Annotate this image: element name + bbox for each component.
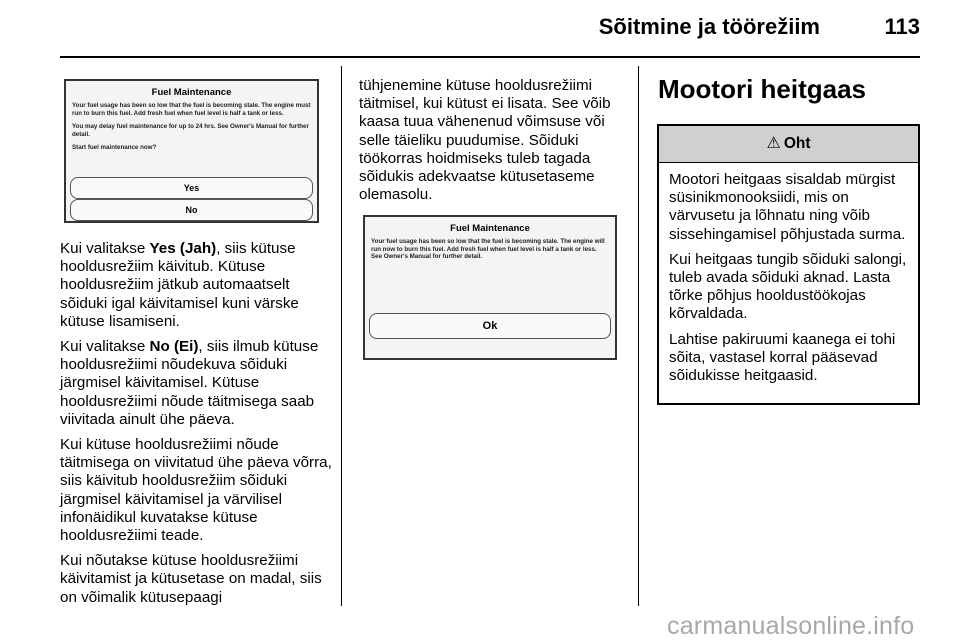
fuel-maintenance-screen-yes-no xyxy=(64,79,319,223)
screen-message-line: Start fuel maintenance now? xyxy=(72,144,157,152)
danger-warning-box xyxy=(657,124,920,405)
screen-message-line: Your fuel usage has been so low that the fuel is becoming stale. The engine will run now to burn this fuel. Add fresh fuel when fuel level is half a tank or less. See Owner's Manual for further detail. xyxy=(371,238,605,261)
column-2-text xyxy=(359,77,631,211)
column-divider-1 xyxy=(341,66,342,606)
screen-yes-button[interactable]: Yes xyxy=(70,177,313,199)
bold-term: No (Ei) xyxy=(149,338,199,356)
warning-paragraph: Mootori heitgaas sisaldab mürgist süsinikmonooksiidi, mis on värvusetu ja lõhnatu ning võib sissehingamisel põhjustada surma. xyxy=(669,171,906,243)
fuel-maintenance-screen-ok xyxy=(363,215,617,360)
warning-paragraph: Lahtise pakiruumi kaanega ei tohi sõita, vastasel korral pääsevad sõidukisse heitgaasid. xyxy=(669,330,896,385)
warning-body xyxy=(659,163,918,385)
screen-message xyxy=(66,102,317,152)
column-divider-2 xyxy=(638,66,639,606)
screen-message-line: You may delay fuel maintenance for up to 24 hrs. See Owner's Manual for further detail. xyxy=(72,123,309,138)
column-1-text xyxy=(60,240,338,614)
paragraph: Kui valitakse Yes (Jah), siis kütuse hooldusrežiim käivitub. Kütuse hooldusrežiim jätkub automaatselt sõiduki igal käivitamisel kuni värske kütuse lisamiseni. xyxy=(60,240,299,330)
paragraph: Kui kütuse hooldusrežiimi nõude täitmisega on viivitatud ühe päeva võrra, siis käivitub hooldusrežiim sõiduki järgmisel käivitamisel ja värvilisel infonäidikul kuvatakse kütuse hooldusrežiimi teade. xyxy=(60,436,332,545)
paragraph: Kui valitakse No (Ei), siis ilmub kütuse hooldusrežiimi nõudekuva sõiduki järgmisel käivitamisel. Kütuse hooldusrežiimi nõude täitmisega saab viivitada ainult ühe päeva. xyxy=(60,338,319,428)
warning-paragraph: Kui heitgaas tungib sõiduki salongi, tuleb avada sõiduki aknad. Lasta tõrke põhjus hooldustöökojas kõrvaldada. xyxy=(669,250,907,323)
page-header-title: Sõitmine ja töörežiim xyxy=(598,14,820,39)
paragraph: tühjenemine kütuse hooldusrežiimi täitmisel, kui kütust ei lisata. See võib kaasa tuua vähenenud võimsuse või selle täieliku puudumise. Sõiduki töökorras hoidmiseks tuleb tagada sõidukis adekvaatse kütusetaseme olemasolu. xyxy=(359,77,611,204)
section-heading: Mootori heitgaas xyxy=(658,74,867,104)
warning-header xyxy=(659,126,918,163)
screen-title: Fuel Maintenance xyxy=(151,87,232,98)
warning-title: Oht xyxy=(783,135,811,152)
screen-ok-button[interactable]: Ok xyxy=(369,313,611,339)
warning-triangle-icon: ⚠ xyxy=(766,135,781,152)
watermark: carmanualsonline.info xyxy=(667,612,915,640)
screen-message-line: Your fuel usage has been so low that the fuel is becoming stale. The engine must run to burn this fuel. Add fresh fuel when fuel level is half a tank or less. xyxy=(72,102,311,117)
page-number: 113 xyxy=(884,14,920,39)
screen-title: Fuel Maintenance xyxy=(450,223,530,234)
paragraph: Kui nõutakse kütuse hooldusrežiimi käivitamist ja kütusetase on madal, siis on võimalik kütusepaagi xyxy=(60,552,322,606)
header-rule xyxy=(60,56,920,58)
bold-term: Yes (Jah) xyxy=(149,240,217,257)
screen-no-button[interactable]: No xyxy=(70,199,313,221)
screen-message xyxy=(365,238,615,261)
